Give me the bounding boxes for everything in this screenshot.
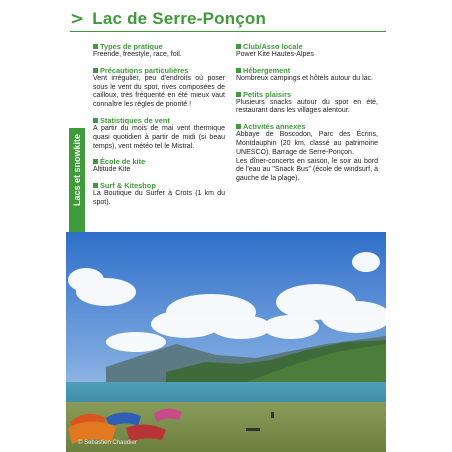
section-title: Club/Asso locale: [243, 42, 303, 51]
section-club: [236, 42, 378, 60]
section-wind-stats: [93, 116, 225, 151]
section-body-extra: Les dîner-concerts en saison, le soir au bord de l'eau au "Snack Bus" (école de windsurf, à gauche de la plage).: [236, 157, 378, 183]
section-body: A partir du mois de mai vent thermique quasi quotidien à partir de midi (si beau temps), vent météo tel le Mistral.: [93, 124, 225, 150]
section-kiteshop: [93, 181, 225, 208]
lake-photo: [66, 232, 386, 452]
side-tab-label: Lacs et snowkite: [72, 134, 82, 207]
section-body: Vent irrégulier, peu d'endroits où poser sous le vent du spot, rives composées de cailloux, très fréquenté en été mieux vaut connaître les règles de priorité !: [93, 74, 225, 109]
section-title: Surf & Kiteshop: [100, 181, 156, 191]
section-body: Abbaye de Boscodon, Parc des Écrins, Montdauphin (20 km, classé au patrimoine UNESCO), Barrage de Serre-Ponçon.: [236, 131, 378, 156]
section-lodging: [236, 66, 378, 84]
section-title: Types de pratique: [100, 42, 163, 51]
section-title: Activités annexes: [243, 122, 306, 132]
bullet-square-icon: [93, 44, 98, 49]
page-title: [70, 6, 386, 32]
bullet-square-icon: [93, 183, 98, 188]
left-column: [93, 42, 225, 214]
section-body: Freeride, freestyle, race, foil.: [93, 51, 182, 58]
bullet-square-icon: [236, 92, 241, 97]
right-column: [236, 42, 378, 190]
photo-credit: © Sebastien Chaudier: [78, 440, 137, 446]
section-body: Plusieurs snacks autour du spot en été, restaurant dans les villages alentour.: [236, 98, 378, 115]
section-body: Altitude Kite: [93, 166, 131, 174]
section-body: Power Kite Hautes-Alpes: [236, 51, 314, 58]
bullet-square-icon: [236, 44, 241, 49]
section-title: Petits plaisirs: [243, 89, 292, 99]
section-activities: [236, 122, 378, 184]
lake-landscape-image: [66, 232, 386, 452]
section-title: Statistiques de vent: [100, 115, 170, 125]
section-body: La Boutique du Surfer à Crots (1 km du spot).: [93, 190, 225, 206]
section-title: École de kite: [100, 157, 146, 167]
section-types: [93, 42, 225, 60]
bullet-square-icon: [236, 68, 241, 73]
section-title: Précautions particulières: [100, 65, 189, 75]
section-pleasures: [236, 90, 378, 117]
section-precautions: [93, 66, 225, 110]
section-title: Hébergement: [243, 65, 291, 75]
bullet-square-icon: [93, 159, 98, 164]
section-body: Nombreux campings et hôtels autour du lac.: [236, 74, 373, 82]
bullet-square-icon: [236, 124, 241, 129]
bullet-square-icon: [93, 118, 98, 123]
title-chevron: >: [70, 8, 85, 29]
bullet-square-icon: [93, 68, 98, 73]
section-kite-school: [93, 157, 225, 175]
title-text: Lac de Serre-Ponçon: [92, 8, 267, 28]
